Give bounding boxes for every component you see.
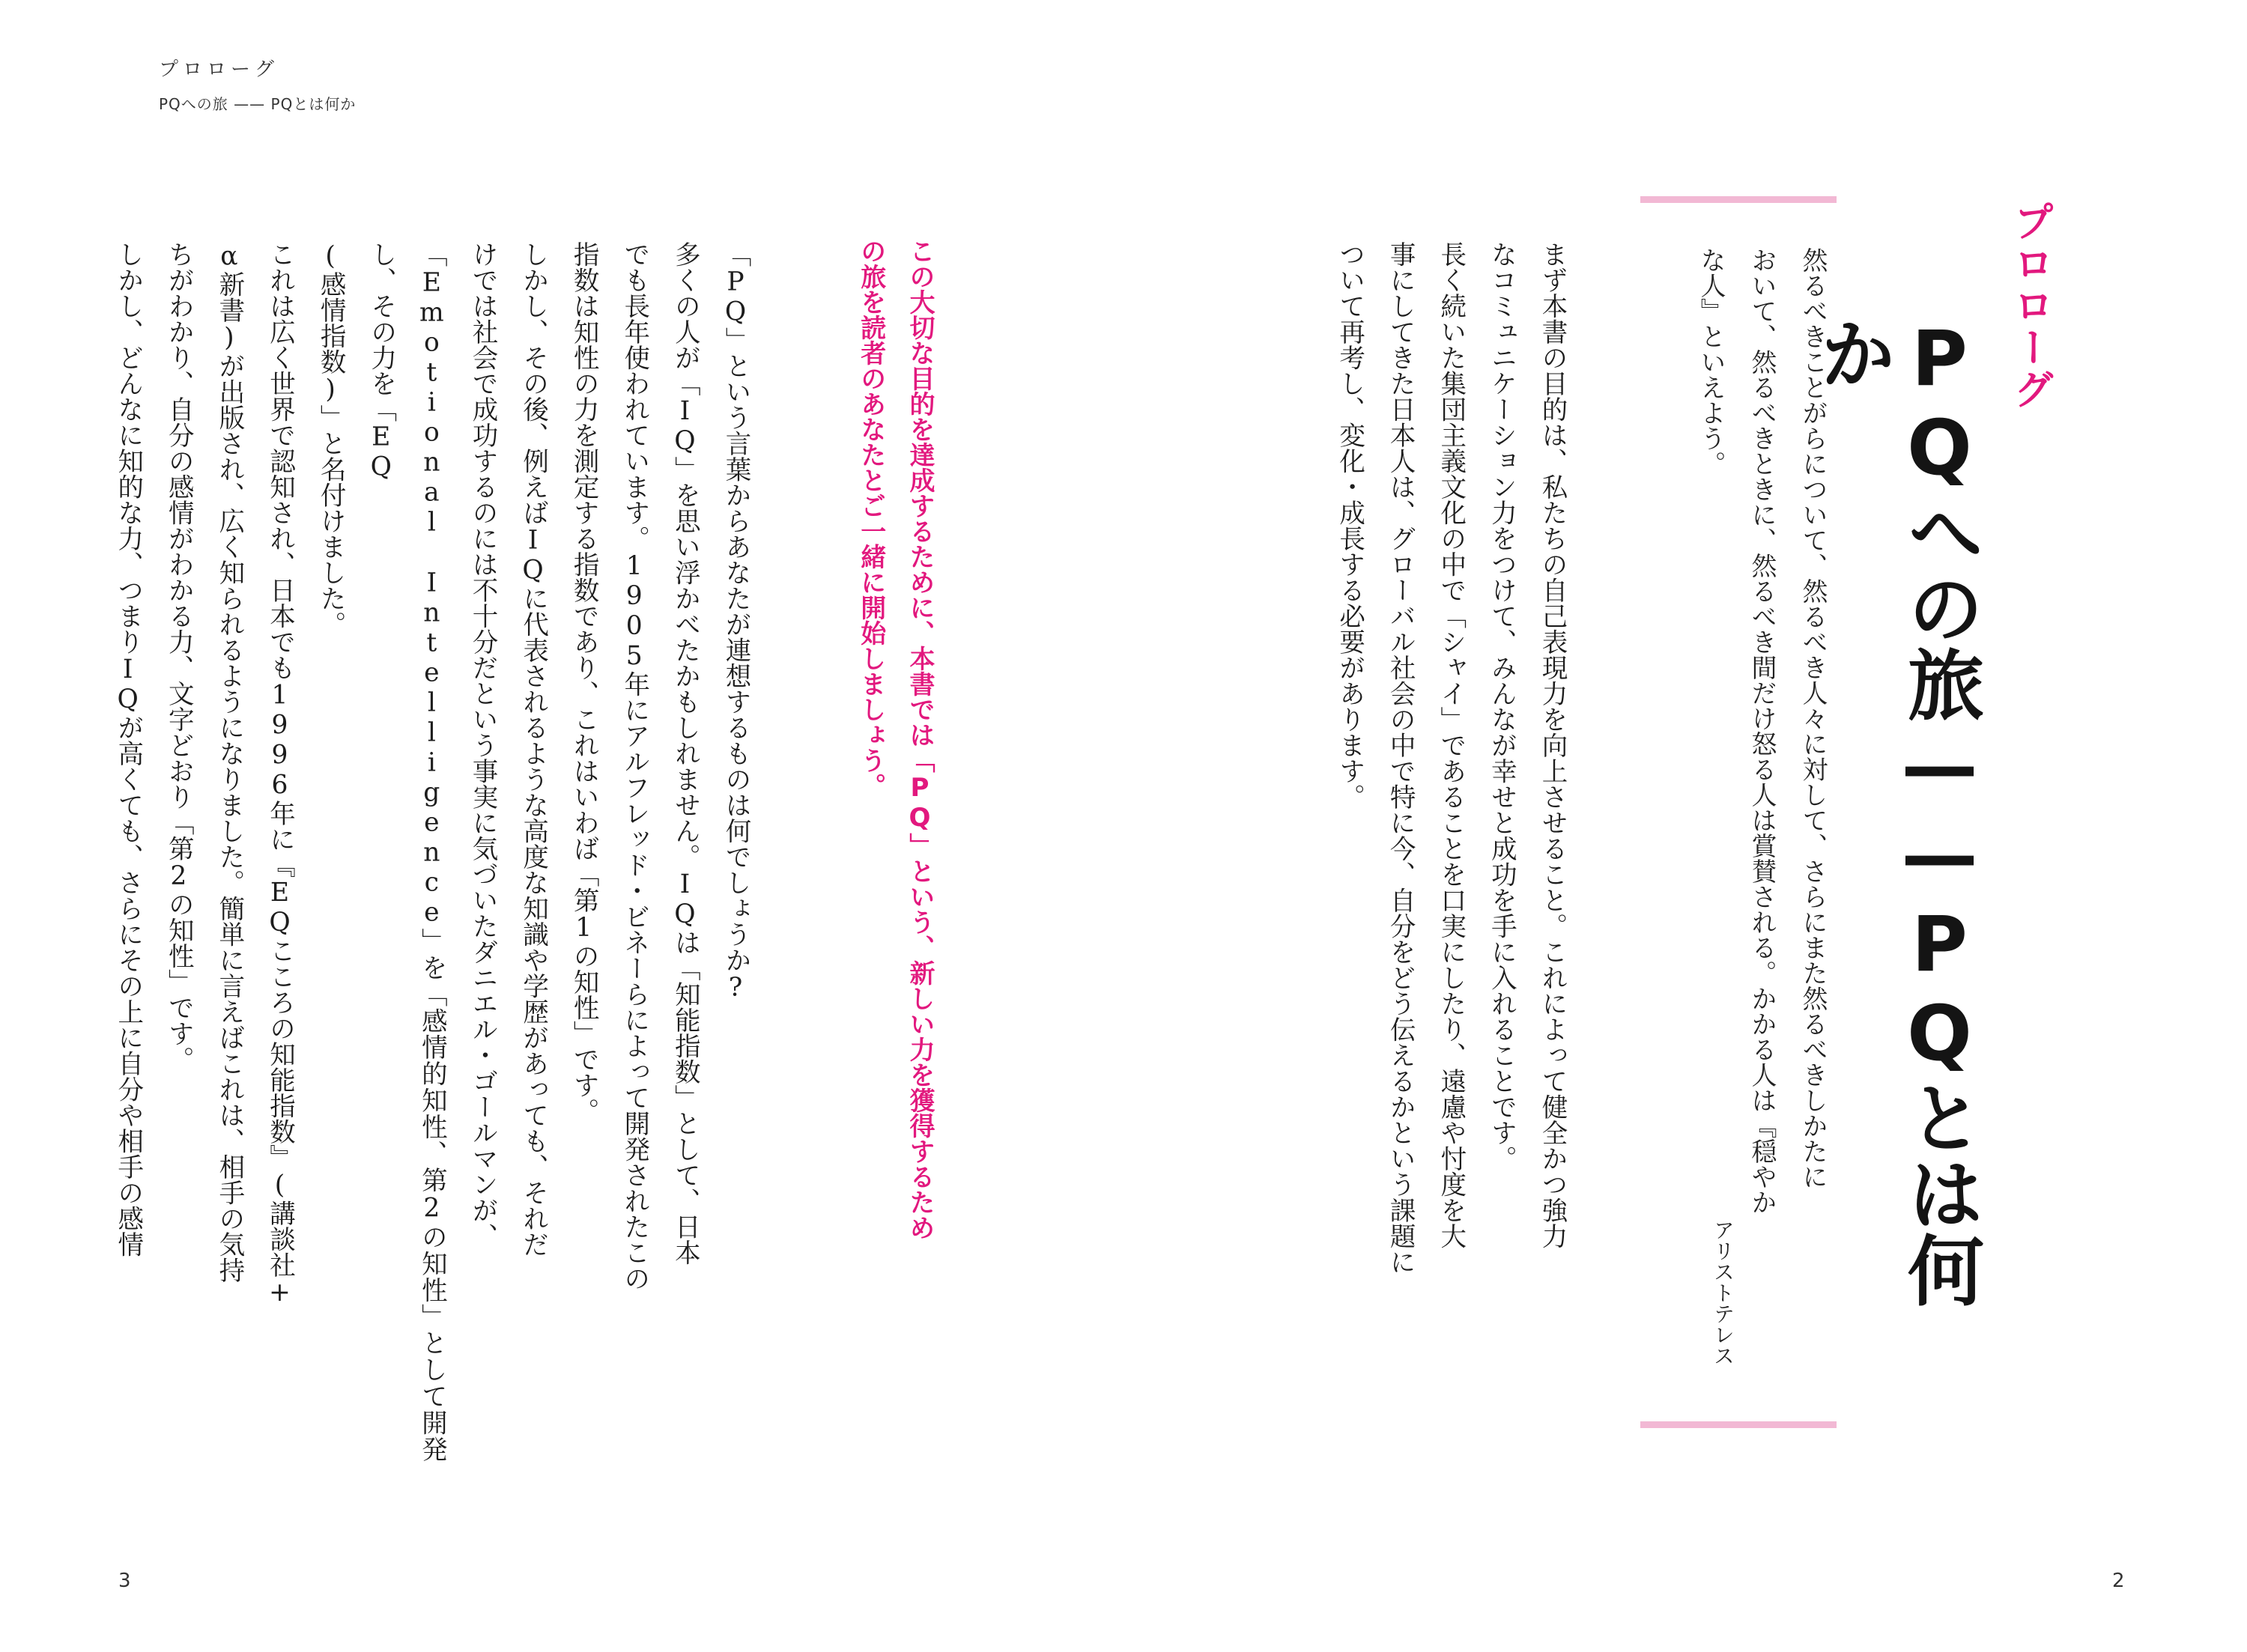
running-head-title: PQへの旅 —— PQとは何か (159, 95, 357, 113)
epigraph-bottom-rule (1640, 1421, 1837, 1428)
page-number-right: 2 (2112, 1570, 2125, 1592)
body-paragraph-pq-intro: 「PQ」という言葉からあなたが連想するものは何でしょうか? 多くの人が「IQ」を思い浮かべたかもしれません。IQは「知能指数」として、日本 でも長年使われています。1905年にアルフレッド・ビネーらによって開発されたこの 指数は知性の力を測定する指数であり、これはいわば「第1の知性」です。 しかし、その後、例えばIQに代表されるような高度な知識や学歴があっても、それだ けでは社会で成功するのには不十分だという事実に気づいたダニエル・ゴールマンが、 「Emotional Intelligence」を「感情的知性、第2の知性」として開発し、その力を「EQ (感情指数)」と名付けました。 これは広く世界で認知され、日本でも1996年に『EQこころの知能指数』(講談社+ α新書)が出版され、広く知られるようになりました。簡単に言えばこれは、相手の気持 ちがわかり、自分の感情がわかる力、文字どおり「第2の知性」です。 しかし、どんなに知的な力、つまりIQが高くても、さらにその上に自分や相手の感情 (112, 241, 750, 1462)
body-paragraph-purpose: まず本書の目的は、私たちの自己表現力を向上させること。これによって健全かつ強力 なコミュニケーション力をつけて、みんなが幸せと成功を手に入れることです。 長く続いた集団主義文化の中で「シャイ」であることを口実にしたり、遠慮や忖度を大 事にしてきた日本人は、グローバル社会の中で特に今、自分をどう伝えるかという課題に ついて再考し、変化・成長する必要があります。 (1334, 241, 1567, 1275)
epigraph-author: アリストテレス (1711, 1219, 1735, 1366)
running-head (159, 54, 356, 114)
emphasis-statement: この大切な目的を達成するために、本書では「PQ」という、新しい力を獲得するため の旅を読者のあなたとご一緒に開始しましょう。 (855, 238, 935, 1240)
chapter-title: PQへの旅——PQとは何か (1807, 315, 1984, 1308)
running-head-chapter: プロローグ (159, 58, 279, 81)
epigraph-quote: 然るべきことがらについて、然るべき人々に対して、さらにまた然るべきしかたに おいて、然るべきときに、然るべき間だけ怒る人は賞賛される。かかる人は『穏やか な人』といえよう。 (1696, 247, 1828, 1215)
page-number-left: 3 (118, 1570, 131, 1592)
epigraph-top-rule (1640, 196, 1837, 203)
chapter-label: プロローグ (2007, 201, 2055, 410)
